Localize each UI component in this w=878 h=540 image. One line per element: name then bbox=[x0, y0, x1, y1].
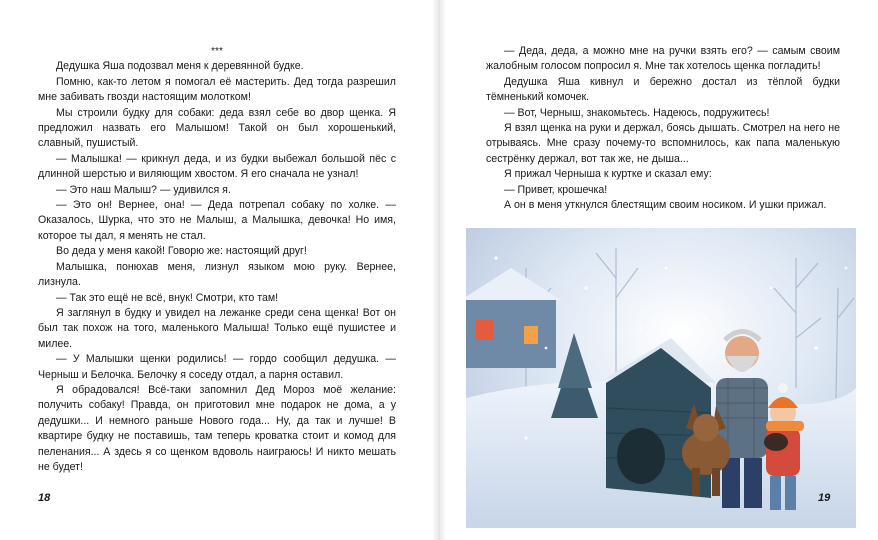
paragraph: Я заглянул в будку и увидел на лежанке среди сена щенка! Вот он был так похож на того, маленького Малыша! Только ещё пушистее и милее. bbox=[38, 306, 396, 350]
paragraph: Во деда у меня какой! Говорю же: настоящий друг! bbox=[56, 245, 307, 258]
paragraph: — Вот, Черныш, знакомьтесь. Надеюсь, подружитесь! bbox=[504, 106, 770, 119]
right-page-text bbox=[486, 44, 840, 213]
left-page-text bbox=[38, 44, 396, 475]
paragraph: Помню, как-то летом я помогал её мастерить. Дед тогда разрешил мне забивать гвозди настоящим молотком! bbox=[38, 75, 396, 104]
illustration-svg bbox=[466, 228, 856, 528]
paragraph: Я обрадовался! Всё-таки запомнил Дед Мороз моё желание: получить собаку! Правда, он приготовил мне подарок не дома, а у дедушки... И немного раньше Нового года... Ну, да так и лучше! В квартире будку не поставишь, там теперь кроватка стоит и комод для пеленания... А здесь я со щенком вдоволь наиграюсь! И никто мешать не будет! bbox=[38, 383, 396, 473]
paragraph: Мы строили будку для собаки: деда взял себе во двор щенка. Я предложил назвать его Малышом! Такой он был хорошенький, славный, пушистый. bbox=[38, 106, 396, 150]
paragraph: Малышка, понюхав меня, лизнул языком мою руку. Вернее, лизнула. bbox=[38, 260, 396, 289]
page-number-right: 19 bbox=[818, 492, 831, 504]
paragraph: — Так это ещё не всё, внук! Смотри, кто там! bbox=[56, 291, 279, 304]
paragraph: — Это наш Малыш? — удивился я. bbox=[56, 183, 231, 196]
paragraph: Я взял щенка на руки и держал, боясь дышать. Смотрел на него не отрываясь. Мне сразу почему-то вспомнилось, как папа маленькую сестрёнку держал, вот так же, не дыша... bbox=[486, 122, 840, 165]
paragraph: — Это он! Вернее, она! — Деда потрепал собаку по холке. — Оказалось, Шурка, что это не Малыш, а Малышка, девочка! Но имя, которое ты дал, я менять не стал. bbox=[38, 199, 396, 242]
page-number-left: 18 bbox=[38, 492, 51, 504]
paragraph: Дедушка Яша подозвал меня к деревянной будке. bbox=[56, 60, 304, 73]
paragraph: Дедушка Яша кивнул и бережно достал из тёплой будки тёмненький комочек. bbox=[486, 75, 840, 104]
winter-scene-illustration bbox=[466, 228, 856, 528]
paragraph: Я прижал Черныша к куртке и сказал ему: bbox=[504, 168, 712, 181]
paragraph: — Деда, деда, а можно мне на ручки взять его? — самым своим жалобным голосом попросил я. Мне так хотелось щенка погладить! bbox=[486, 45, 840, 73]
paragraph: — Малышка! — крикнул деда, и из будки выбежал большой пёс с длинной шерстью и виляющим хвостом. Я его сначала не узнал! bbox=[38, 152, 396, 181]
section-divider: *** bbox=[211, 46, 223, 57]
paragraph: — Привет, крошечка! bbox=[504, 183, 608, 196]
paragraph: — У Малышки щенки родились! — гордо сообщил дедушка. — Черныш и Белочка. Белочку я соседу отдал, а парня оставил. bbox=[38, 353, 396, 381]
book-gutter bbox=[432, 0, 446, 540]
paragraph: А он в меня уткнулся блестящим своим носиком. И ушки прижал. bbox=[504, 199, 827, 212]
